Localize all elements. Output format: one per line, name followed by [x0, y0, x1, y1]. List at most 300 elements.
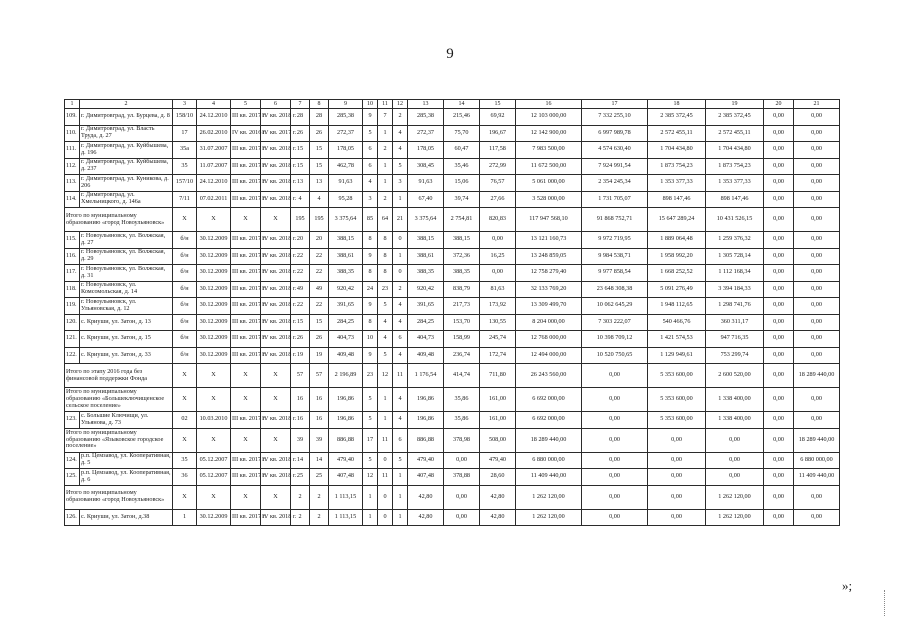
- column-number: 11: [378, 100, 393, 109]
- table-cell: IV кв. 2018 г.: [261, 265, 291, 282]
- table-cell: 07.02.2011: [197, 191, 231, 208]
- table-cell: 16: [310, 412, 329, 429]
- table-cell: 110.: [65, 125, 80, 142]
- table-cell: X: [261, 364, 291, 388]
- table-cell: 172,74: [480, 347, 516, 364]
- table-cell: 5: [363, 412, 378, 429]
- table-cell: 0,00: [764, 485, 794, 509]
- table-cell: 0,00: [648, 469, 706, 486]
- table-cell: 409,48: [408, 347, 444, 364]
- table-cell: 215,46: [444, 109, 480, 126]
- table-cell: 7: [378, 109, 393, 126]
- table-cell: 9 977 858,54: [582, 265, 648, 282]
- table-cell: III кв. 2017 г.: [231, 509, 261, 526]
- table-cell: 2 572 455,11: [648, 125, 706, 142]
- table-cell: 0,00: [764, 208, 794, 232]
- table-cell: 0,00: [648, 509, 706, 526]
- table-cell: 20: [310, 232, 329, 249]
- table-cell: 2: [310, 509, 329, 526]
- table-cell: X: [231, 485, 261, 509]
- end-quote-mark: »;: [842, 578, 853, 593]
- table-cell: 28,60: [480, 469, 516, 486]
- table-cell: 1: [363, 509, 378, 526]
- table-cell: 16: [310, 388, 329, 412]
- table-cell: 35,86: [444, 412, 480, 429]
- table-cell: III кв. 2017 г.: [231, 347, 261, 364]
- table-cell: 19: [291, 347, 310, 364]
- table-cell: 1 129 949,61: [648, 347, 706, 364]
- table-cell: 16,25: [480, 248, 516, 265]
- table-cell: 6 692 000,00: [516, 412, 582, 429]
- table-cell: 0,00: [706, 428, 764, 452]
- table-cell: 9 984 538,71: [582, 248, 648, 265]
- table-cell: 462,78: [329, 158, 363, 175]
- table-cell: 17: [173, 125, 197, 142]
- table-cell: 284,25: [408, 314, 444, 331]
- table-cell: 898 147,46: [706, 191, 764, 208]
- table-cell: 0,00: [794, 412, 840, 429]
- table-cell: 1: [393, 485, 408, 509]
- table-row: [65, 125, 840, 142]
- table-cell: III кв. 2017 г.: [231, 248, 261, 265]
- table-cell: 1: [393, 191, 408, 208]
- table-cell: 414,74: [444, 364, 480, 388]
- table-cell: 60,47: [444, 142, 480, 159]
- table-cell: 0,00: [582, 412, 648, 429]
- table-cell: IV кв. 2018 г.: [261, 191, 291, 208]
- table-cell: б/н: [173, 347, 197, 364]
- column-number: 17: [582, 100, 648, 109]
- table-cell: б/н: [173, 265, 197, 282]
- table-cell: IV кв. 2018 г.: [261, 509, 291, 526]
- table-cell: 407,48: [329, 469, 363, 486]
- table-cell: г. Новоульяновск, ул. Волжская, д. 27: [80, 232, 173, 249]
- table-cell: 7 332 255,10: [582, 109, 648, 126]
- table-cell: 407,48: [408, 469, 444, 486]
- table-cell: 20: [291, 232, 310, 249]
- table-cell: 7/11: [173, 191, 197, 208]
- table-cell: 11 672 500,00: [516, 158, 582, 175]
- table-cell: 30.12.2009: [197, 347, 231, 364]
- table-cell: с. Криуши, ул. Затон, д. 15: [80, 331, 173, 348]
- table-cell: 1 262 120,00: [516, 485, 582, 509]
- table-cell: 1 704 434,80: [648, 142, 706, 159]
- table-cell: 8: [378, 265, 393, 282]
- table-cell: 118.: [65, 281, 80, 298]
- table-cell: 12 142 900,00: [516, 125, 582, 142]
- table-cell: 947 716,35: [706, 331, 764, 348]
- subtotal-label: Итого по муниципальному образованию «Большеключищенское сельское поселение»: [65, 388, 173, 412]
- table-cell: 0,00: [794, 331, 840, 348]
- table-cell: 0,00: [794, 509, 840, 526]
- table-cell: р.п. Цемзавод, ул. Кооперативная, д. 6: [80, 469, 173, 486]
- table-cell: 23: [363, 364, 378, 388]
- table-cell: 17: [363, 428, 378, 452]
- table-cell: 378,98: [444, 428, 480, 452]
- table-cell: 5: [363, 452, 378, 469]
- table-cell: 0,00: [764, 175, 794, 192]
- table-cell: 13: [310, 175, 329, 192]
- table-cell: 25: [310, 469, 329, 486]
- table-cell: 1 873 754,23: [648, 158, 706, 175]
- register-table-container: [64, 99, 839, 526]
- table-cell: 32 133 769,20: [516, 281, 582, 298]
- table-cell: 11: [378, 469, 393, 486]
- table-cell: 1 259 376,32: [706, 232, 764, 249]
- table-cell: 11.07.2007: [197, 158, 231, 175]
- table-cell: 0,00: [764, 314, 794, 331]
- table-cell: 0,00: [794, 191, 840, 208]
- table-cell: 16: [291, 388, 310, 412]
- table-cell: 2: [378, 142, 393, 159]
- table-cell: 10 431 526,15: [706, 208, 764, 232]
- table-cell: 30.12.2009: [197, 509, 231, 526]
- table-cell: 6 692 000,00: [516, 388, 582, 412]
- table-cell: 0,00: [582, 485, 648, 509]
- column-number-row: [65, 100, 840, 109]
- table-cell: X: [173, 428, 197, 452]
- table-cell: 119.: [65, 298, 80, 315]
- table-cell: 1 262 120,00: [706, 485, 764, 509]
- column-number: 18: [648, 100, 706, 109]
- table-cell: 0,00: [794, 298, 840, 315]
- table-cell: 1 338 400,00: [706, 412, 764, 429]
- table-cell: 4: [393, 314, 408, 331]
- table-cell: 13 248 859,05: [516, 248, 582, 265]
- table-cell: IV кв. 2018 г.: [261, 412, 291, 429]
- table-cell: 12 768 000,00: [516, 331, 582, 348]
- table-cell: 8 204 000,00: [516, 314, 582, 331]
- table-cell: 0: [378, 485, 393, 509]
- table-row: [65, 175, 840, 192]
- table-cell: 64: [378, 208, 393, 232]
- table-cell: 117.: [65, 265, 80, 282]
- table-cell: 0,00: [764, 364, 794, 388]
- table-cell: III кв. 2017 г.: [231, 281, 261, 298]
- table-cell: 95,28: [329, 191, 363, 208]
- table-cell: 18 289 440,00: [516, 428, 582, 452]
- table-cell: 0: [378, 509, 393, 526]
- table-cell: 5 353 600,00: [648, 412, 706, 429]
- table-cell: 13 309 499,70: [516, 298, 582, 315]
- table-cell: 1 113,15: [329, 509, 363, 526]
- table-cell: 49: [291, 281, 310, 298]
- table-cell: IV кв. 2016 г.: [231, 125, 261, 142]
- table-cell: 195: [291, 208, 310, 232]
- table-cell: 1 176,54: [408, 364, 444, 388]
- table-cell: 4: [393, 298, 408, 315]
- table-cell: 0,00: [794, 265, 840, 282]
- table-row: [65, 281, 840, 298]
- table-cell: 5: [378, 298, 393, 315]
- column-number: 5: [231, 100, 261, 109]
- table-cell: 39,74: [444, 191, 480, 208]
- column-number: 1: [65, 100, 80, 109]
- table-cell: 117 947 568,10: [516, 208, 582, 232]
- table-cell: 0,00: [444, 452, 480, 469]
- table-cell: 1: [378, 158, 393, 175]
- table-cell: 116.: [65, 248, 80, 265]
- table-cell: 838,79: [444, 281, 480, 298]
- column-number: 20: [764, 100, 794, 109]
- table-cell: 18 289 440,00: [794, 364, 840, 388]
- table-cell: 6: [363, 158, 378, 175]
- column-number: 15: [480, 100, 516, 109]
- table-cell: 4: [393, 142, 408, 159]
- table-cell: 388,35: [444, 265, 480, 282]
- table-cell: 8: [363, 314, 378, 331]
- table-cell: 1 731 705,07: [582, 191, 648, 208]
- table-cell: 15: [291, 142, 310, 159]
- table-row: [65, 452, 840, 469]
- table-cell: 0,00: [764, 158, 794, 175]
- table-cell: 23 648 308,38: [582, 281, 648, 298]
- table-cell: 130,55: [480, 314, 516, 331]
- table-cell: 12 494 000,00: [516, 347, 582, 364]
- table-cell: 196,86: [408, 412, 444, 429]
- table-cell: X: [231, 208, 261, 232]
- table-row: [65, 265, 840, 282]
- table-cell: 1: [173, 509, 197, 526]
- table-cell: 15: [310, 158, 329, 175]
- subtotal-label: Итого по муниципальному образованию «город Новоульяновск»: [65, 485, 173, 509]
- column-number: 2: [80, 100, 173, 109]
- table-cell: 35,46: [444, 158, 480, 175]
- table-row: [65, 248, 840, 265]
- table-cell: г. Димитровград, ул. Власть Труда, д. 27: [80, 125, 173, 142]
- table-cell: 2: [310, 485, 329, 509]
- table-cell: 308,45: [408, 158, 444, 175]
- table-cell: 272,99: [480, 158, 516, 175]
- table-cell: 153,70: [444, 314, 480, 331]
- column-number: 4: [197, 100, 231, 109]
- table-cell: б/н: [173, 248, 197, 265]
- table-cell: 1 704 434,80: [706, 142, 764, 159]
- table-cell: 4: [393, 125, 408, 142]
- table-cell: 0,00: [764, 452, 794, 469]
- table-cell: 125.: [65, 469, 80, 486]
- table-cell: 178,05: [408, 142, 444, 159]
- table-cell: 91,63: [329, 175, 363, 192]
- table-cell: III кв. 2017 г.: [231, 142, 261, 159]
- table-row: [65, 331, 840, 348]
- table-cell: X: [197, 208, 231, 232]
- table-row: [65, 109, 840, 126]
- table-cell: 8: [378, 248, 393, 265]
- column-number: 14: [444, 100, 480, 109]
- table-cell: 4: [393, 388, 408, 412]
- table-cell: IV кв. 2018 г.: [261, 142, 291, 159]
- table-cell: 195: [310, 208, 329, 232]
- table-cell: 711,80: [480, 364, 516, 388]
- table-cell: 479,40: [329, 452, 363, 469]
- table-cell: 1 421 574,53: [648, 331, 706, 348]
- table-cell: 13: [291, 175, 310, 192]
- table-cell: 0,00: [794, 125, 840, 142]
- table-cell: 27,66: [480, 191, 516, 208]
- table-cell: 26: [310, 331, 329, 348]
- column-number: 8: [310, 100, 329, 109]
- table-cell: 388,35: [329, 265, 363, 282]
- register-table: [64, 99, 840, 526]
- table-cell: 0,00: [794, 142, 840, 159]
- table-row: [65, 347, 840, 364]
- scan-edge-artifact: [884, 590, 887, 616]
- table-cell: 4: [378, 314, 393, 331]
- table-cell: III кв. 2017 г.: [231, 191, 261, 208]
- table-cell: III кв. 2017 г.: [231, 469, 261, 486]
- table-cell: 12 103 000,00: [516, 109, 582, 126]
- table-cell: 2 572 455,11: [706, 125, 764, 142]
- table-cell: 69,92: [480, 109, 516, 126]
- table-cell: 2: [393, 281, 408, 298]
- table-cell: 0,00: [764, 428, 794, 452]
- table-cell: 0,00: [794, 175, 840, 192]
- table-cell: 31.07.2007: [197, 142, 231, 159]
- table-cell: 124.: [65, 452, 80, 469]
- table-cell: IV кв. 2018 г.: [261, 232, 291, 249]
- table-cell: 24.12.2010: [197, 175, 231, 192]
- table-cell: 284,25: [329, 314, 363, 331]
- table-cell: 0,00: [764, 469, 794, 486]
- table-cell: 388,15: [408, 232, 444, 249]
- table-cell: IV кв. 2018 г.: [261, 281, 291, 298]
- table-cell: X: [261, 485, 291, 509]
- table-cell: 9: [363, 298, 378, 315]
- table-cell: р.п. Цемзавод, ул. Кооперативная, д. 5: [80, 452, 173, 469]
- table-cell: 120.: [65, 314, 80, 331]
- table-cell: III кв. 2017 г.: [231, 109, 261, 126]
- table-cell: 35,86: [444, 388, 480, 412]
- table-cell: X: [261, 208, 291, 232]
- table-cell: X: [261, 388, 291, 412]
- table-cell: 19: [310, 347, 329, 364]
- table-cell: 85: [363, 208, 378, 232]
- table-cell: 920,42: [408, 281, 444, 298]
- table-cell: б/н: [173, 281, 197, 298]
- table-cell: 3 528 000,00: [516, 191, 582, 208]
- table-cell: IV кв. 2018 г.: [261, 331, 291, 348]
- table-cell: 161,00: [480, 412, 516, 429]
- table-cell: 5: [378, 347, 393, 364]
- table-cell: 378,88: [444, 469, 480, 486]
- table-cell: 388,61: [408, 248, 444, 265]
- table-row: [65, 412, 840, 429]
- column-number: 9: [329, 100, 363, 109]
- table-cell: 3 375,64: [408, 208, 444, 232]
- table-cell: 112.: [65, 158, 80, 175]
- table-cell: X: [197, 485, 231, 509]
- table-cell: III кв. 2017 г.: [231, 314, 261, 331]
- table-cell: с. Криуши, ул. Затон, д. 13: [80, 314, 173, 331]
- table-cell: 7 983 500,00: [516, 142, 582, 159]
- table-cell: 898 147,46: [648, 191, 706, 208]
- table-cell: 0: [378, 452, 393, 469]
- table-row: [65, 509, 840, 526]
- table-cell: 0,00: [764, 191, 794, 208]
- table-cell: б/н: [173, 314, 197, 331]
- table-cell: 0,00: [764, 125, 794, 142]
- table-cell: IV кв. 2018 г.: [261, 298, 291, 315]
- table-cell: 35а: [173, 142, 197, 159]
- table-cell: X: [231, 388, 261, 412]
- table-cell: 6 997 989,78: [582, 125, 648, 142]
- table-cell: IV кв. 2018 г.: [261, 109, 291, 126]
- table-cell: 2 385 372,45: [648, 109, 706, 126]
- table-cell: 0,00: [794, 281, 840, 298]
- table-cell: 6: [393, 428, 408, 452]
- table-cell: 391,65: [329, 298, 363, 315]
- table-cell: 0,00: [764, 298, 794, 315]
- table-cell: 42,80: [408, 485, 444, 509]
- subtotal-row: [65, 364, 840, 388]
- table-cell: 126.: [65, 509, 80, 526]
- table-cell: 508,00: [480, 428, 516, 452]
- table-cell: 22: [291, 298, 310, 315]
- table-row: [65, 191, 840, 208]
- table-cell: 22: [291, 265, 310, 282]
- column-number: 21: [794, 100, 840, 109]
- column-number: 10: [363, 100, 378, 109]
- table-cell: 15: [310, 314, 329, 331]
- table-cell: 1 353 377,33: [648, 175, 706, 192]
- table-cell: 1 338 400,00: [706, 388, 764, 412]
- table-cell: 91 868 752,71: [582, 208, 648, 232]
- table-cell: X: [173, 208, 197, 232]
- table-cell: 1: [378, 388, 393, 412]
- table-cell: IV кв. 2018 г.: [261, 452, 291, 469]
- table-cell: 6: [363, 142, 378, 159]
- table-cell: 1 305 728,14: [706, 248, 764, 265]
- table-cell: 15: [310, 142, 329, 159]
- table-cell: 388,35: [408, 265, 444, 282]
- table-cell: III кв. 2017 г.: [231, 452, 261, 469]
- table-cell: 12 758 279,40: [516, 265, 582, 282]
- table-row: [65, 298, 840, 315]
- table-cell: 404,73: [329, 331, 363, 348]
- table-cell: 0,00: [582, 428, 648, 452]
- table-cell: 0,00: [582, 452, 648, 469]
- table-cell: X: [231, 364, 261, 388]
- table-cell: г. Димитровград, ул. Куникова, д. 206: [80, 175, 173, 192]
- subtotal-row: [65, 208, 840, 232]
- table-cell: 9: [363, 109, 378, 126]
- table-cell: 15: [291, 314, 310, 331]
- table-cell: 409,48: [329, 347, 363, 364]
- table-cell: 2: [378, 191, 393, 208]
- table-cell: 5 061 000,00: [516, 175, 582, 192]
- table-cell: 7 303 222,07: [582, 314, 648, 331]
- table-cell: 24.12.2010: [197, 109, 231, 126]
- table-cell: 123.: [65, 412, 80, 429]
- table-cell: 4 574 630,40: [582, 142, 648, 159]
- table-cell: 886,88: [329, 428, 363, 452]
- table-cell: IV кв. 2018 г.: [261, 248, 291, 265]
- table-cell: 0,00: [764, 412, 794, 429]
- table-cell: 7 924 991,54: [582, 158, 648, 175]
- table-cell: 30.12.2009: [197, 314, 231, 331]
- table-cell: 4: [393, 347, 408, 364]
- table-cell: 1: [378, 412, 393, 429]
- table-cell: 1: [393, 469, 408, 486]
- table-cell: 0,00: [794, 232, 840, 249]
- subtotal-row: [65, 428, 840, 452]
- table-cell: 0,00: [794, 158, 840, 175]
- table-cell: 1 873 754,23: [706, 158, 764, 175]
- table-cell: 0,00: [444, 485, 480, 509]
- table-cell: б/н: [173, 331, 197, 348]
- table-cell: X: [197, 388, 231, 412]
